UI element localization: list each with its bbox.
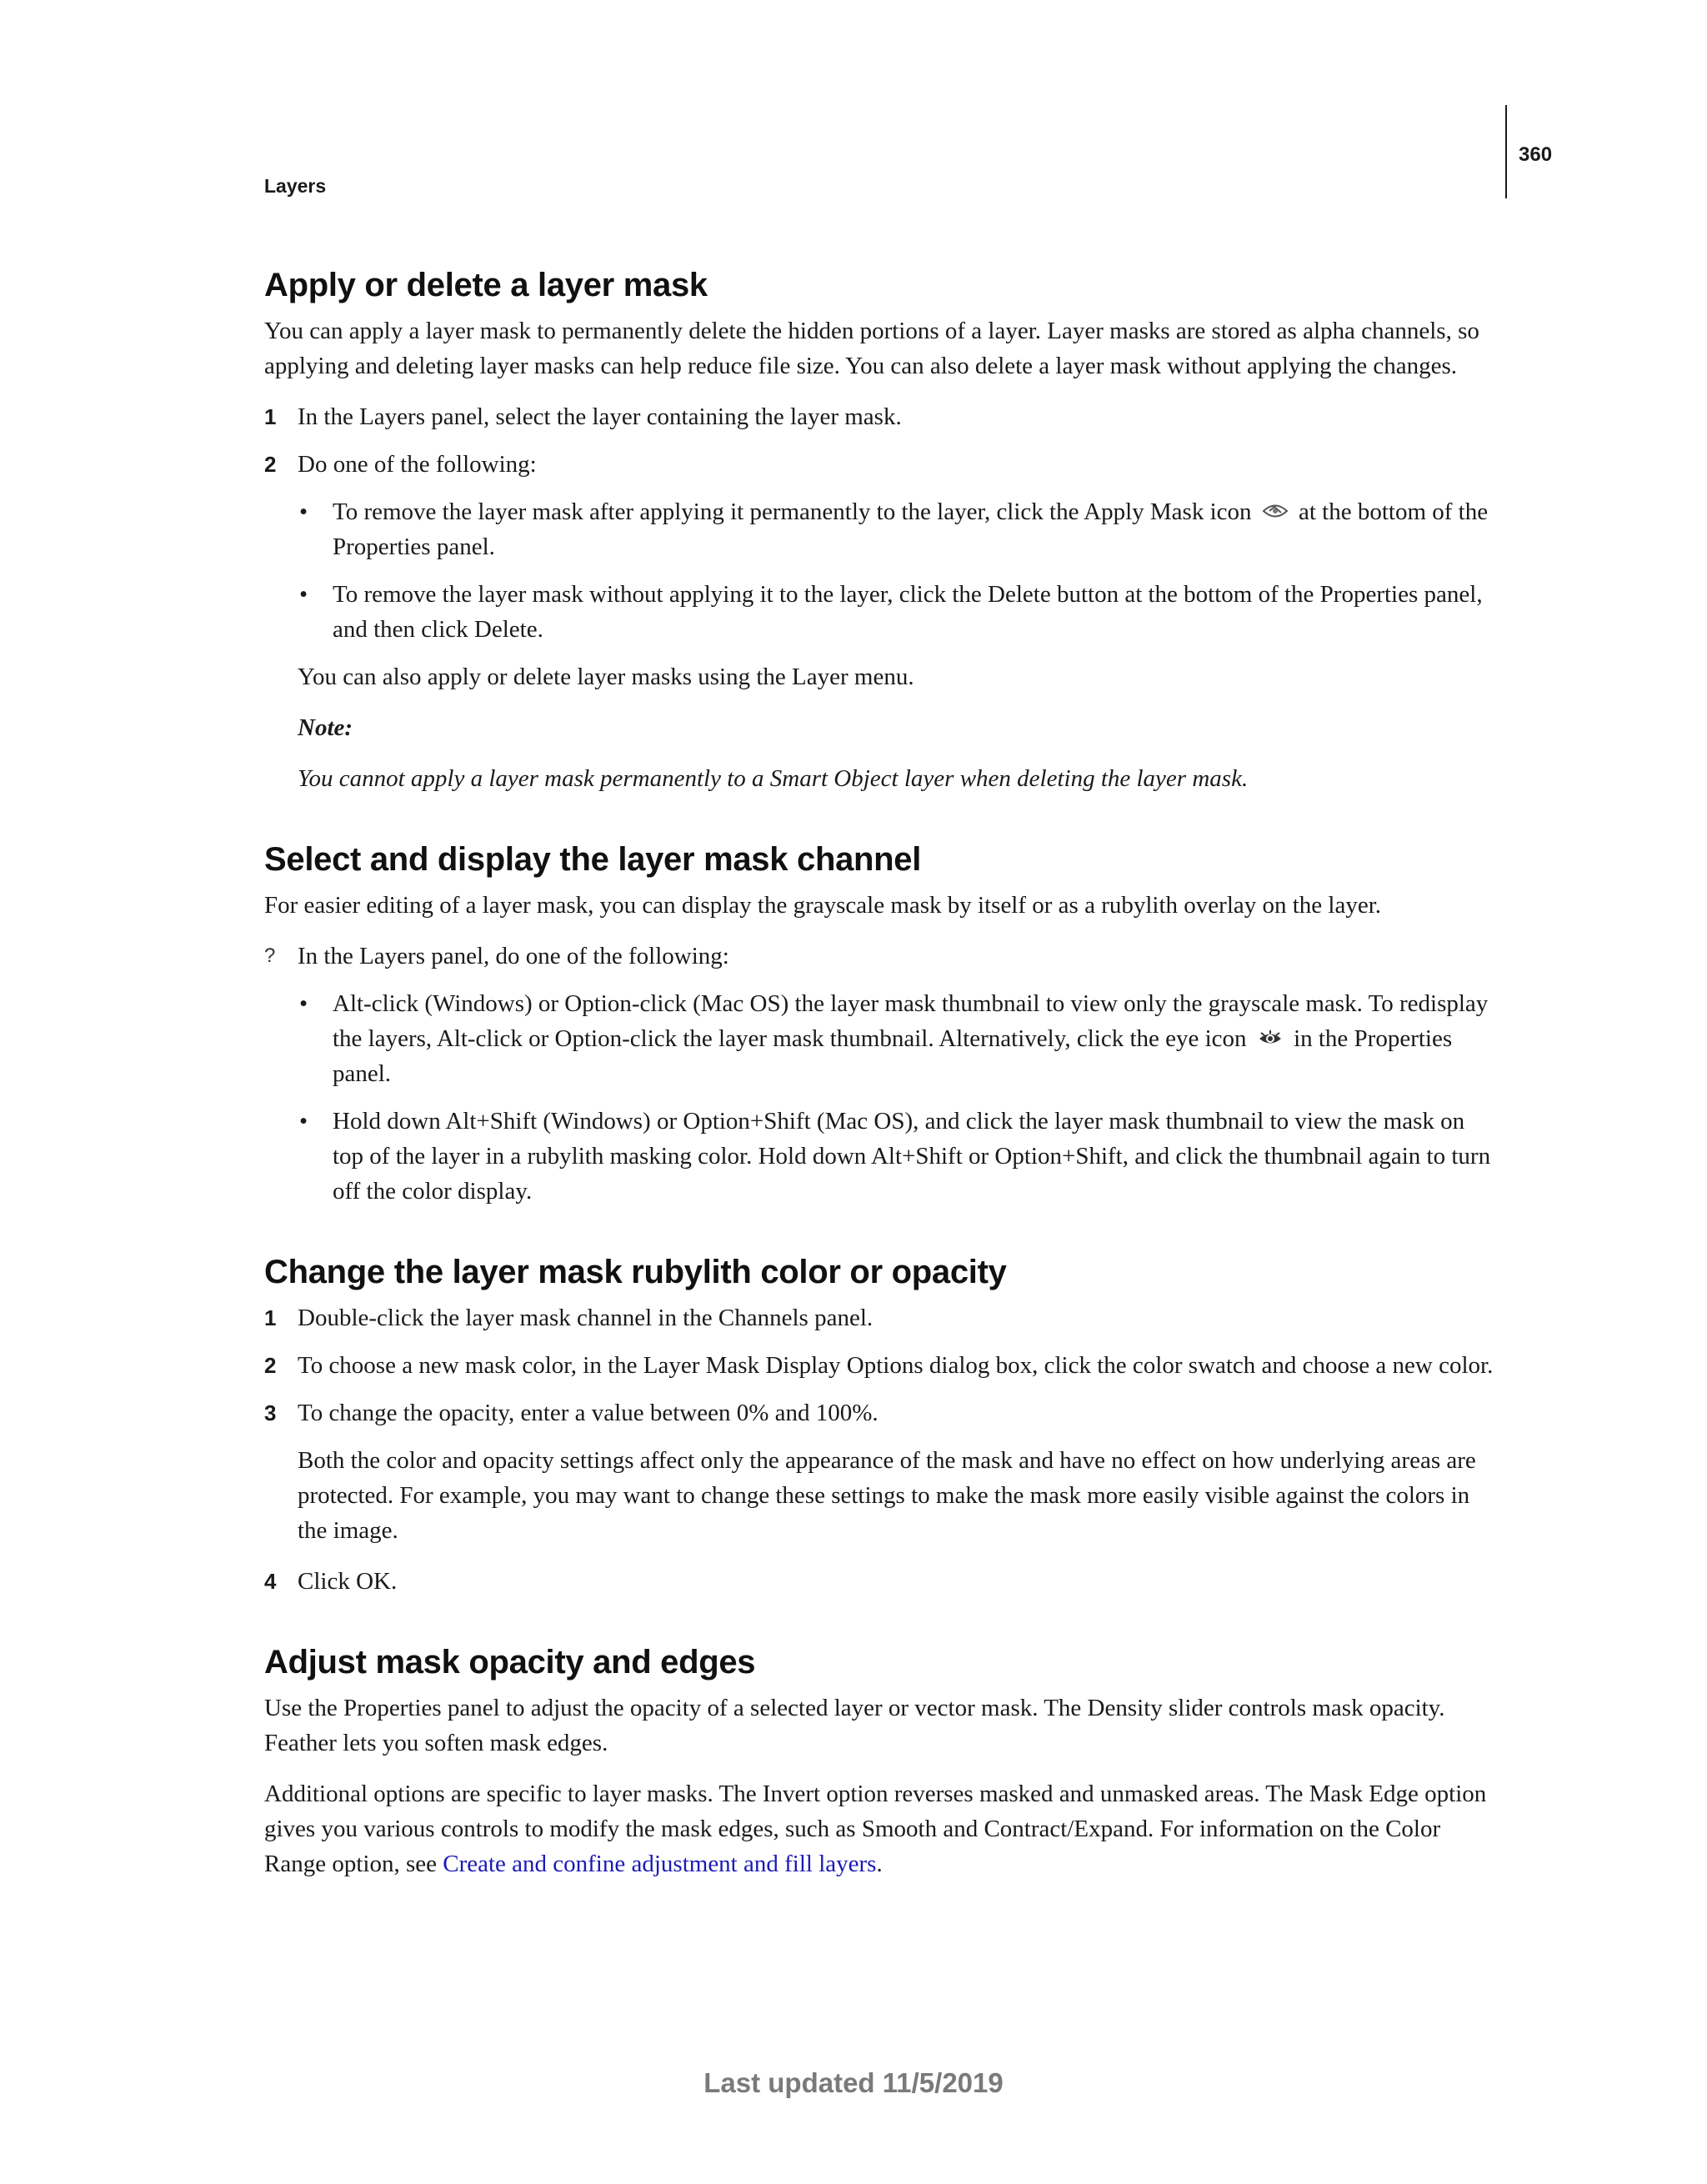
section-heading: Adjust mask opacity and edges: [264, 1644, 756, 1681]
note-label: Note:: [298, 714, 353, 741]
footer-last-updated: Last updated 11/5/2019: [703, 2067, 1004, 2098]
section-heading: Select and display the layer mask channel: [264, 841, 922, 878]
step-text: Do one of the following:: [298, 451, 537, 478]
section-heading: Change the layer mask rubylith color or opacity: [264, 1254, 1007, 1290]
step-text: To change the opacity, enter a value between 0% and 100%.: [298, 1400, 879, 1426]
section-rubylith-color: [264, 1252, 1496, 1599]
body-paragraph: Use the Properties panel to adjust the opacity of a selected layer or vector mask. The Density slider controls mask opacity. Feather lets you soften mask edges.: [264, 1695, 1445, 1756]
paragraph-text: Additional options are specific to layer masks. The Invert option reverses masked and unmasked areas. The Mask Edge option gives you various controls to modify the mask edges, such as Smooth and Contract/Expand. For information on the Color Range option, see: [264, 1781, 1487, 1877]
header-rule: [1505, 105, 1507, 198]
step-text: In the Layers panel, do one of the following:: [298, 943, 729, 969]
bullet-item: [298, 494, 1496, 564]
step-1: [264, 399, 1496, 434]
bullet-text-part: To remove the layer mask after applying it permanently to the layer, click the Apply Mask icon: [333, 498, 1252, 525]
step-1: [264, 1300, 1496, 1335]
step-number: 2: [264, 452, 277, 477]
step-detail: Both the color and opacity settings affect only the appearance of the mask and have no effect on how underlying areas are protected. For example, you may want to change these settings to make the mask more easily visible against the colors in the image.: [298, 1447, 1476, 1544]
section-mask-opacity-edges: [264, 1642, 1496, 1881]
step-text: To choose a new mask color, in the Layer Mask Display Options dialog box, click the color swatch and choose a new color.: [298, 1352, 1494, 1379]
bullet-item: [298, 577, 1496, 647]
section-apply-delete-mask: [264, 265, 1496, 796]
page-number: 360: [1519, 143, 1553, 166]
apply-mask-icon: [1261, 498, 1289, 519]
step-single: [264, 939, 1496, 974]
step-number: 4: [264, 1569, 277, 1594]
paragraph-end: .: [876, 1851, 883, 1877]
bullet-text: Hold down Alt+Shift (Windows) or Option+Shift (Mac OS), and click the layer mask thumbnail to view the mask on top of the layer in a rubylith masking color. Hold down Alt+Shift or Option+Shift, and click the thumbnail again to turn off the color display.: [333, 1108, 1491, 1205]
bullet-item: [298, 986, 1496, 1091]
eye-icon: [1256, 1024, 1284, 1046]
bullet-marker: •: [299, 1108, 308, 1135]
bullet-text-part: at the bottom of the Properties panel.: [333, 498, 1489, 560]
bullet-text: To remove the layer mask without applying it to the layer, click the Delete button at the bottom of the Properties panel, and then click Delete.: [333, 581, 1483, 643]
step-text: In the Layers panel, select the layer containing the layer mask.: [298, 403, 902, 430]
running-head: Layers: [264, 175, 327, 197]
step-number: 1: [264, 1305, 277, 1330]
body-paragraph: You can also apply or delete layer masks using the Layer menu.: [298, 664, 914, 690]
step-text: Double-click the layer mask channel in the Channels panel.: [298, 1305, 874, 1331]
step-2: [264, 1348, 1496, 1383]
bullet-item: [298, 1104, 1496, 1209]
step-number: 2: [264, 1353, 277, 1378]
bullet-text-part: Alt-click (Windows) or Option-click (Mac OS) the layer mask thumbnail to view only the grayscale mask. To redisplay the layers, Alt-click or Option-click the layer mask thumbnail. Alternatively, click the eye icon: [333, 990, 1489, 1052]
step-number: 3: [264, 1400, 277, 1425]
step-2: [264, 447, 1496, 482]
section-display-mask-channel: [264, 839, 1496, 1209]
bullet-text: [333, 986, 1496, 1091]
step-number: 1: [264, 404, 277, 429]
step-4: [264, 1564, 1496, 1599]
bullet-marker: •: [299, 581, 308, 608]
intro-paragraph: You can apply a layer mask to permanently delete the hidden portions of a layer. Layer masks are stored as alpha channels, so applying and deleting layer masks can help reduce file size. You can also delete a layer mask without applying the changes.: [264, 318, 1479, 379]
step-text: Click OK.: [298, 1568, 398, 1595]
adjustment-fill-layers-link[interactable]: Create and confine adjustment and fill layers: [443, 1851, 877, 1877]
bullet-text-part: in the Properties panel.: [333, 1025, 1453, 1087]
bullet-text: [333, 494, 1496, 564]
step-3: [264, 1395, 1496, 1430]
page-content: [264, 265, 1496, 1897]
body-paragraph: [264, 1776, 1496, 1881]
note-text: You cannot apply a layer mask permanently to a Smart Object layer when deleting the layer mask.: [298, 765, 1249, 792]
section-heading: Apply or delete a layer mask: [264, 267, 708, 303]
step-marker: ?: [264, 944, 276, 967]
intro-paragraph: For easier editing of a layer mask, you can display the grayscale mask by itself or as a rubylith overlay on the layer.: [264, 892, 1382, 919]
bullet-marker: •: [299, 498, 308, 525]
bullet-marker: •: [299, 990, 308, 1017]
